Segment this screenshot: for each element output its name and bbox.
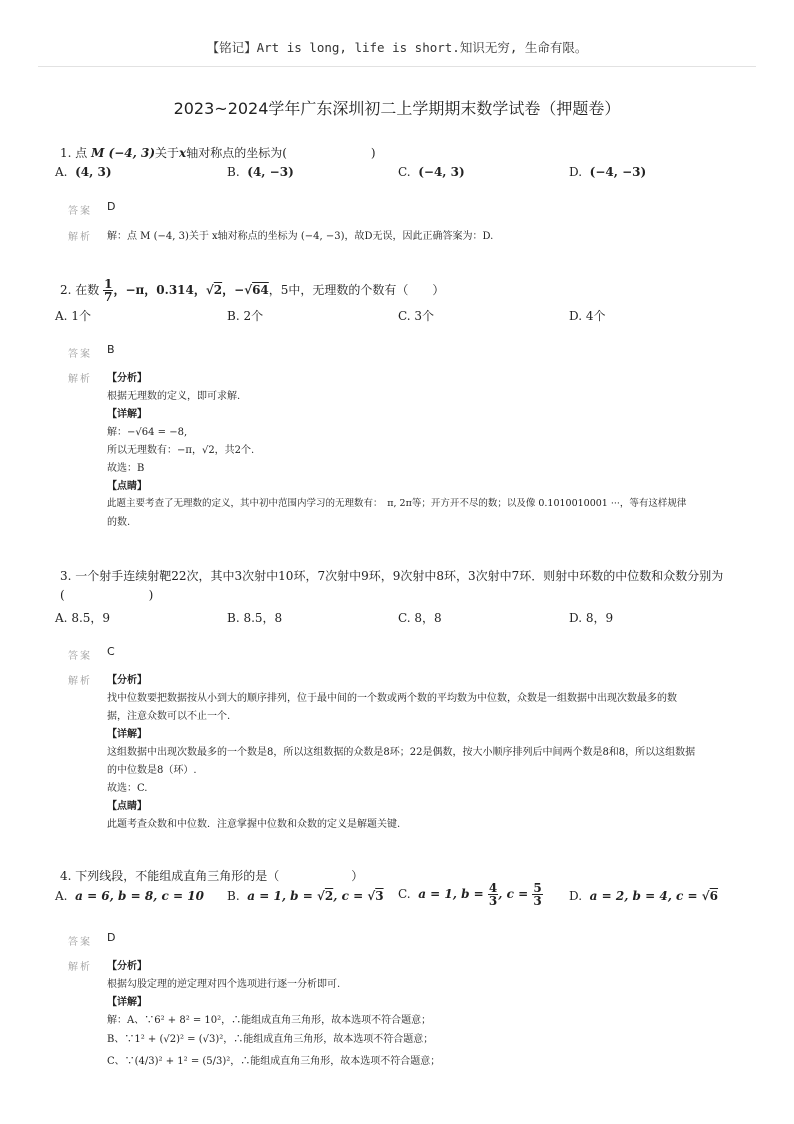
q4-c-fraction-c bbox=[532, 882, 542, 907]
q1-option-b[interactable] bbox=[227, 165, 294, 179]
q2-analysis-line: 此题主要考查了无理数的定义，其中初中范围内学习的无理数有： π, 2π等；开方开不尽的数；以及像 0.1010010001 ···，等有这样规律 bbox=[107, 498, 687, 509]
q3-analysis-label: 解析 bbox=[68, 676, 92, 687]
q3-analysis-line: 此题考查众数和中位数．注意掌握中位数和众数的定义是解题关键. bbox=[107, 819, 401, 830]
option-value: 2个 bbox=[243, 309, 264, 323]
q3-option-a[interactable] bbox=[55, 609, 110, 626]
fraction-numerator: 5 bbox=[533, 881, 542, 895]
q4-analysis-line: C、∵(4/3)² + 1² = (5/3)²，∴能组成直角三角形，故本选项不符合题意； bbox=[107, 1056, 441, 1067]
option-letter: C. bbox=[398, 887, 411, 901]
q4-analysis-line: 根据勾股定理的逆定理对四个选项进行逐一分析即可. bbox=[107, 979, 341, 990]
option-value: 8，9 bbox=[585, 611, 614, 625]
q1-option-a[interactable] bbox=[55, 165, 112, 179]
q2-fraction bbox=[103, 278, 113, 303]
q1-axis-var: x bbox=[179, 146, 187, 160]
q4-analysis-line: 解：A、∵6² + 8² = 10²，∴能组成直角三角形，故本选项不符合题意； bbox=[107, 1015, 432, 1026]
q2-sqrt-2: √2 bbox=[205, 283, 223, 297]
option-value: 3个 bbox=[414, 309, 435, 323]
q2-analysis-line: 【详解】 bbox=[107, 409, 147, 420]
page-title: 2023~2024学年广东深圳初二上学期期末数学试卷（押题卷） bbox=[173, 99, 621, 118]
q3-analysis-line: 的中位数是8（环）. bbox=[107, 765, 197, 776]
q4-analysis-line: 【分析】 bbox=[107, 961, 147, 972]
q2-fraction-numerator: 1 bbox=[104, 277, 113, 291]
option-letter: A. bbox=[55, 309, 68, 323]
option-value-part: a = 1, b = bbox=[247, 889, 317, 903]
q2-fraction-denominator: 7 bbox=[104, 290, 113, 304]
q2-analysis-line: 【分析】 bbox=[107, 373, 147, 384]
option-letter: B. bbox=[227, 165, 240, 179]
q2-analysis-line: 故选：B bbox=[107, 463, 145, 474]
q1-analysis-label: 解析 bbox=[68, 232, 92, 243]
q2-answer-label: 答案 bbox=[68, 349, 92, 360]
option-value: (4, 3) bbox=[75, 165, 112, 179]
q2-stem-prefix: 2. 在数 bbox=[60, 283, 100, 297]
option-value-part: , c = bbox=[333, 889, 368, 903]
q3-analysis-line: 【分析】 bbox=[107, 675, 147, 686]
q3-analysis-line: 找中位数要把数据按从小到大的顺序排列，位于最中间的一个数或两个数的平均数为中位数，众数是一组数据中出现次数最多的数 bbox=[107, 693, 677, 704]
q2-analysis-line: 解：−√64 = −8, bbox=[107, 427, 188, 438]
q2-sqrt-2-radicand: 2 bbox=[213, 283, 223, 297]
q2-answer-value: B bbox=[107, 343, 115, 356]
sqrt-radicand: 2 bbox=[324, 889, 334, 903]
header-motto: 【铭记】Art is long, life is short.知识无穷, 生命有限。 bbox=[206, 40, 588, 55]
q4-answer-value: D bbox=[107, 931, 116, 944]
option-value: 1个 bbox=[71, 309, 91, 323]
option-value: 4个 bbox=[585, 309, 606, 323]
option-letter: A. bbox=[55, 165, 68, 179]
q2-analysis-label: 解析 bbox=[68, 374, 92, 385]
q1-answer-value: D bbox=[107, 200, 116, 213]
q4-option-d[interactable] bbox=[569, 889, 718, 903]
option-letter: D. bbox=[569, 889, 583, 903]
q2-sqrt-64: √64 bbox=[244, 283, 269, 297]
q2-analysis-line: 的数. bbox=[107, 517, 131, 528]
q4-c-fraction-b bbox=[488, 882, 498, 907]
q4-option-a[interactable] bbox=[55, 889, 204, 903]
option-letter: B. bbox=[227, 309, 240, 323]
option-value-part: a = 2, b = 4, c = bbox=[589, 889, 702, 903]
q2-number-list-1: ，−π，0.314， bbox=[113, 283, 206, 297]
option-value: 8.5，8 bbox=[243, 611, 283, 625]
question-1-stem bbox=[60, 144, 376, 161]
sqrt-radicand: 6 bbox=[709, 889, 719, 903]
q4-analysis-label: 解析 bbox=[68, 962, 92, 973]
q3-option-c[interactable] bbox=[398, 609, 442, 626]
fraction-denominator: 3 bbox=[533, 894, 542, 908]
q3-option-b[interactable] bbox=[227, 609, 282, 626]
q2-stem-suffix: ，5中，无理数的个数有（ ） bbox=[268, 283, 445, 297]
q4-b-sqrt-2: √2 bbox=[316, 889, 334, 903]
option-value: 8.5，9 bbox=[71, 611, 111, 625]
q2-analysis-line: 【点睛】 bbox=[107, 481, 147, 492]
option-value: (−4, −3) bbox=[589, 165, 647, 179]
q3-analysis-line: 据，注意众数可以不止一个. bbox=[107, 711, 231, 722]
sqrt-radicand: 3 bbox=[375, 889, 384, 903]
option-letter: B. bbox=[227, 611, 240, 625]
option-letter: A. bbox=[55, 611, 68, 625]
option-letter: D. bbox=[569, 165, 583, 179]
q4-analysis-line: B、∵1² + (√2)² = (√3)²，∴能组成直角三角形，故本选项不符合题意； bbox=[107, 1034, 434, 1045]
question-3-stem: 3. 一个射手连续射靶22次，其中3次射中10环，7次射中9环，9次射中8环，3次射中7环．则射中环数的中位数和众数分别为 bbox=[60, 569, 724, 583]
q4-d-sqrt-6: √6 bbox=[701, 889, 719, 903]
option-value: a = 6, b = 8, c = 10 bbox=[75, 889, 204, 903]
header-divider bbox=[38, 66, 756, 67]
question-3-stem-line2: ( ) bbox=[60, 588, 154, 602]
q4-b-sqrt-3: √3 bbox=[367, 889, 384, 903]
question-4-stem: 4. 下列线段，不能组成直角三角形的是（ ） bbox=[60, 869, 364, 883]
option-letter: C. bbox=[398, 611, 411, 625]
q1-answer-label: 答案 bbox=[68, 206, 92, 217]
question-2-stem bbox=[60, 278, 444, 303]
q2-option-a[interactable] bbox=[55, 307, 91, 324]
q2-analysis-line: 根据无理数的定义，即可求解. bbox=[107, 391, 241, 402]
option-letter: D. bbox=[569, 309, 583, 323]
q2-option-d[interactable] bbox=[569, 307, 605, 324]
q2-sqrt-64-radicand: 64 bbox=[252, 283, 269, 297]
option-value-part: , c = bbox=[498, 887, 533, 901]
q3-answer-value: C bbox=[107, 645, 115, 658]
option-value: (−4, 3) bbox=[418, 165, 465, 179]
q2-number-list-2: ，− bbox=[222, 283, 245, 297]
q1-option-d[interactable] bbox=[569, 165, 646, 179]
fraction-numerator: 4 bbox=[488, 881, 498, 895]
q4-answer-label: 答案 bbox=[68, 937, 92, 948]
option-value-part: a = 1, b = bbox=[418, 887, 488, 901]
q1-analysis-text: 解：点 M (−4, 3)关于 x轴对称点的坐标为 (−4, −3)，故D无误，因此正确答案为：D. bbox=[107, 231, 494, 242]
option-letter: C. bbox=[398, 309, 411, 323]
q4-analysis-line: 【详解】 bbox=[107, 997, 147, 1008]
option-letter: D. bbox=[569, 611, 583, 625]
q3-analysis-line: 【详解】 bbox=[107, 729, 147, 740]
fraction-denominator: 3 bbox=[488, 894, 498, 908]
q3-analysis-line: 这组数据中出现次数最多的一个数是8，所以这组数据的众数是8环；22是偶数，按大小顺序排列后中间两个数是8和8，所以这组数据 bbox=[107, 747, 696, 758]
q2-option-c[interactable] bbox=[398, 307, 434, 324]
q1-option-c[interactable] bbox=[398, 165, 465, 179]
q1-stem-suffix: 轴对称点的坐标为( ) bbox=[186, 146, 376, 160]
q3-analysis-line: 【点睛】 bbox=[107, 801, 147, 812]
option-letter: A. bbox=[55, 889, 68, 903]
q1-stem-prefix: 1. 点 bbox=[60, 146, 88, 160]
option-value: 8，8 bbox=[414, 611, 442, 625]
q3-analysis-line: 故选：C. bbox=[107, 783, 148, 794]
q3-answer-label: 答案 bbox=[68, 651, 92, 662]
q3-option-d[interactable] bbox=[569, 609, 613, 626]
q1-point-math: M (−4, 3) bbox=[91, 146, 156, 160]
option-value: (4, −3) bbox=[247, 165, 294, 179]
q2-analysis-line: 所以无理数有：−π，√2，共2个. bbox=[107, 445, 255, 456]
option-letter: B. bbox=[227, 889, 240, 903]
q4-option-c[interactable] bbox=[398, 882, 543, 907]
q4-option-b[interactable] bbox=[227, 889, 384, 903]
option-letter: C. bbox=[398, 165, 411, 179]
q1-stem-mid: 关于 bbox=[155, 146, 180, 160]
q2-option-b[interactable] bbox=[227, 307, 263, 324]
